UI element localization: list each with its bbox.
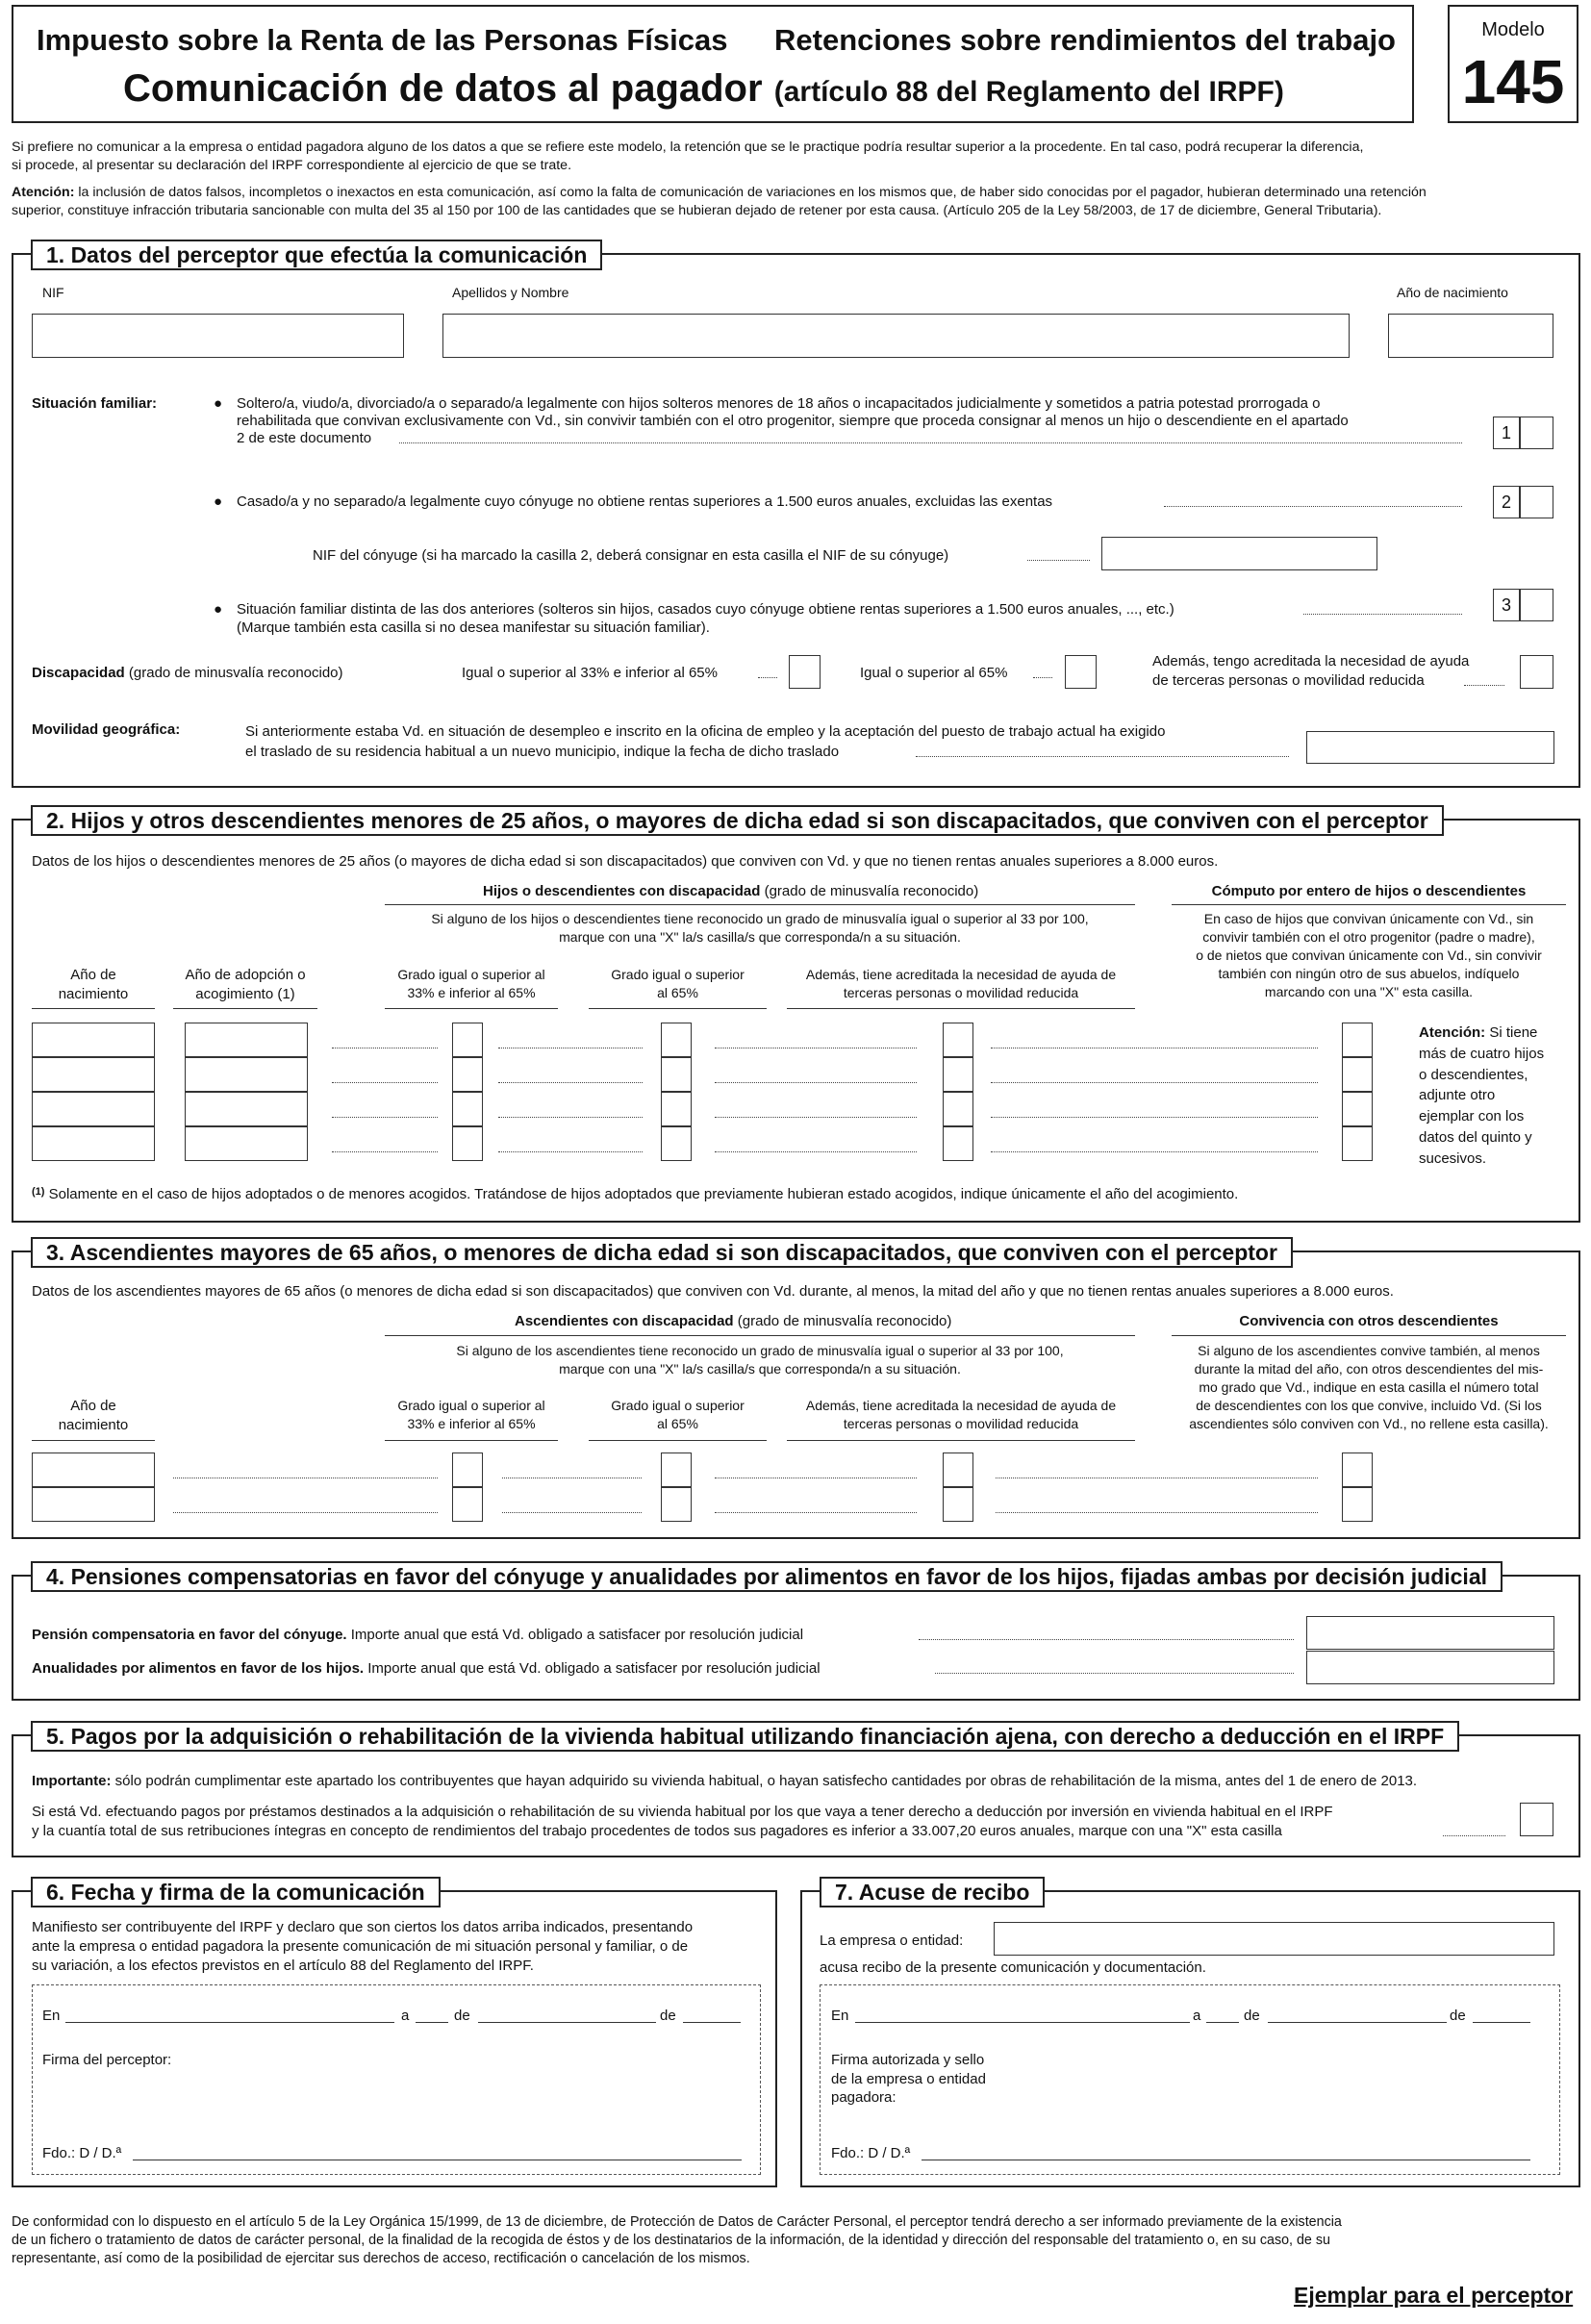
annuity-input[interactable] bbox=[1306, 1651, 1554, 1684]
s2-col-help-line2: terceras personas o movilidad reducida bbox=[843, 984, 1079, 1000]
s3-conv-line2: durante la mitad del año, con otros descendientes del mis- bbox=[1194, 1360, 1544, 1377]
housing-checkbox[interactable] bbox=[1520, 1803, 1553, 1836]
child-leader bbox=[715, 1151, 917, 1152]
mobility-date-input[interactable] bbox=[1306, 731, 1554, 764]
disability-label bbox=[32, 664, 343, 683]
form-title bbox=[123, 63, 1284, 114]
s3-col-help bbox=[787, 1397, 1135, 1433]
s7-company-input[interactable] bbox=[994, 1922, 1554, 1956]
s2-col-rule-g33 bbox=[385, 1008, 558, 1009]
s5-leader bbox=[1443, 1835, 1505, 1836]
s2-col-birth-line2: nacimiento bbox=[58, 986, 129, 1003]
birth-year-label: Año de nacimiento bbox=[1397, 285, 1508, 300]
s2-col-rule-birth bbox=[32, 1008, 155, 1009]
nif-label: NIF bbox=[42, 285, 64, 300]
s7-fdo-label: Fdo.: D / D.ª bbox=[831, 2145, 911, 2161]
ascendant-disability-33-checkbox[interactable] bbox=[452, 1487, 483, 1522]
child-leader bbox=[991, 1117, 1318, 1118]
s3-col-g33 bbox=[385, 1397, 558, 1433]
section-1-title: 1. Datos del perceptor que efectúa la comunicación bbox=[31, 240, 602, 270]
mobility-label: Movilidad geográfica: bbox=[32, 721, 181, 738]
s3-col-help-line1: Además, tiene acreditada la necesidad de ayuda de bbox=[805, 1398, 1117, 1413]
s2-computo-line2: convivir también con el otro progenitor (padre o madre), bbox=[1202, 928, 1535, 945]
child-disability-65-checkbox[interactable] bbox=[661, 1092, 692, 1126]
s3-col-birth-line2: nacimiento bbox=[58, 1417, 129, 1434]
model-number: 145 bbox=[1461, 47, 1565, 116]
ascendant-leader bbox=[996, 1512, 1318, 1513]
child-leader bbox=[715, 1117, 917, 1118]
s3-conv-line5: ascendientes sólo conviven con Vd., no rellene esta casilla). bbox=[1189, 1415, 1549, 1431]
s2-computo-desc bbox=[1172, 910, 1566, 1000]
s2-computo-title: Cómputo por entero de hijos o descendientes bbox=[1211, 883, 1527, 899]
s2-col-adopt-line1: Año de adopción o bbox=[185, 967, 306, 983]
child-disability-33-checkbox[interactable] bbox=[452, 1092, 483, 1126]
disability-label-bold: Discapacidad bbox=[32, 665, 125, 681]
s3-col-rule-g65 bbox=[589, 1440, 767, 1441]
s3-conv-line4: de descendientes con los que convive, incluido Vd. (Si los bbox=[1196, 1397, 1542, 1413]
intro-p2-line2: superior, constituye infracción tributaria sancionable con multa del 35 al 150 por 100 de las cantidades que se hubieran dejado de retener por esta causa. (Artículo 205 de la Ley 58/2003, de 17 de diciembre, General Tributaria). bbox=[12, 203, 1382, 218]
mobility-line2: el traslado de su residencia habitual a un nuevo municipio, indique la fecha de dicho traslado bbox=[245, 744, 840, 760]
annuity-label-text: Importe anual que está Vd. obligado a satisfacer por resolución judicial bbox=[367, 1660, 821, 1677]
s3-group-title-bold: Ascendientes con discapacidad bbox=[515, 1313, 734, 1329]
s2-col-rule-help bbox=[787, 1008, 1135, 1009]
s3-col-g33-line2: 33% e inferior al 65% bbox=[407, 1415, 536, 1431]
section-5-title: 5. Pagos por la adquisición o rehabilitación de la vivienda habitual utilizando financiación ajena, con derecho a deducción en el IRPF bbox=[31, 1721, 1459, 1752]
s3-group-title-note: (grado de minusvalía reconocido) bbox=[737, 1313, 952, 1329]
s7-de2-label: de bbox=[1450, 2008, 1466, 2024]
annuity-label-bold: Anualidades por alimentos en favor de los hijos. bbox=[32, 1660, 365, 1677]
dis-opt2-label: Igual o superior al 65% bbox=[860, 665, 1008, 681]
name-input[interactable] bbox=[442, 314, 1350, 358]
section-6-title: 6. Fecha y firma de la comunicación bbox=[31, 1877, 441, 1907]
mobility-leader bbox=[916, 756, 1289, 757]
child-help-checkbox[interactable] bbox=[943, 1126, 973, 1161]
opt2-number: 2 bbox=[1493, 486, 1520, 518]
s6-month-input[interactable] bbox=[478, 2022, 656, 2023]
child-adoption-year-input[interactable] bbox=[185, 1023, 308, 1057]
child-full-count-checkbox[interactable] bbox=[1342, 1092, 1373, 1126]
intro-p1-line2: si procede, al presentar su declaración del IRPF correspondiente al ejercicio de que se trate. bbox=[12, 158, 572, 173]
section-2-title: 2. Hijos y otros descendientes menores de 25 años, o mayores de dicha edad si son discapacitados, que conviven con el perceptor bbox=[31, 805, 1444, 836]
s7-sign-line1: Firma autorizada y sello bbox=[831, 2052, 985, 2068]
ascendant-birth-year-input[interactable] bbox=[32, 1487, 155, 1522]
s7-year-input[interactable] bbox=[1473, 2022, 1530, 2023]
child-help-checkbox[interactable] bbox=[943, 1092, 973, 1126]
ascendant-leader bbox=[502, 1512, 642, 1513]
s7-a-label: a bbox=[1193, 2008, 1201, 2024]
s2-atencion-l6: datos del quinto y bbox=[1419, 1128, 1532, 1146]
s6-fdo-label: Fdo.: D / D.ª bbox=[42, 2145, 122, 2161]
child-leader bbox=[498, 1151, 643, 1152]
s2-col-adopt bbox=[173, 966, 317, 1005]
s7-en-label: En bbox=[831, 2008, 849, 2024]
ascendant-cohabitation-count-input[interactable] bbox=[1342, 1452, 1373, 1487]
form-title-main: Comunicación de datos al pagador bbox=[123, 67, 763, 110]
opt1-leader bbox=[399, 442, 1462, 443]
s2-atencion bbox=[1419, 1023, 1544, 1169]
s6-line1: Manifiesto ser contribuyente del IRPF y declaro que son ciertos los datos arriba indicados, presentando bbox=[32, 1919, 694, 1935]
s2-col-help-line1: Además, tiene acreditada la necesidad de ayuda de bbox=[805, 967, 1117, 982]
s2-atencion-bold: Atención: bbox=[1419, 1024, 1486, 1041]
opt1-line2: rehabilitada que convivan exclusivamente con Vd., sin convivir también con el otro progenitor, siempre que proceda consignar al menos un hijo o descendiente en el apartado bbox=[237, 413, 1349, 429]
s2-footnote-text: Solamente en el caso de hijos adoptados o de menores acogidos. Tratándose de hijos adoptados que previamente hubieran estado acogidos, indique únicamente el año del acogimiento. bbox=[48, 1186, 1239, 1202]
child-leader bbox=[991, 1082, 1318, 1083]
ascendant-cohabitation-count-input[interactable] bbox=[1342, 1487, 1373, 1522]
s3-group-desc-line1: Si alguno de los ascendientes tiene reconocido un grado de minusvalía igual o superior al 33 por 100, bbox=[456, 1343, 1064, 1358]
s2-atencion-l5: ejemplar con los bbox=[1419, 1108, 1525, 1124]
header-tax-line: Impuesto sobre la Renta de las Personas Físicas bbox=[37, 23, 728, 57]
s6-sign-label: Firma del perceptor: bbox=[42, 2052, 172, 2068]
section-7-title: 7. Acuse de recibo bbox=[820, 1877, 1045, 1907]
header-retention-line: Retenciones sobre rendimientos del trabajo bbox=[774, 23, 1396, 57]
annuity-label bbox=[32, 1659, 821, 1679]
child-adoption-year-input[interactable] bbox=[185, 1092, 308, 1126]
s2-group-desc bbox=[385, 910, 1135, 947]
s3-conv-line1: Si alguno de los ascendientes convive también, al menos bbox=[1198, 1343, 1540, 1358]
footer-line1: De conformidad con lo dispuesto en el artículo 5 de la Ley Orgánica 15/1999, de 13 de diciembre, de Protección de Datos de Carácter Personal, el perceptor tendrá derecho a ser informado previamente de la existencia bbox=[12, 2214, 1342, 2230]
s3-col-g65 bbox=[589, 1397, 767, 1433]
intro-p2-line1 bbox=[12, 184, 1427, 201]
opt3-leader bbox=[1303, 614, 1462, 615]
child-leader bbox=[498, 1117, 643, 1118]
s6-a-label: a bbox=[401, 2008, 410, 2024]
opt1-line1: Soltero/a, viudo/a, divorciado/a o separado/a legalmente con hijos solteros menores de 18 años o incapacitados judicialmente y sometidos a patria potestad prorrogada o bbox=[237, 395, 1321, 412]
s7-de1-label: de bbox=[1244, 2008, 1260, 2024]
spouse-nif-leader bbox=[1027, 560, 1090, 561]
s6-place-input[interactable] bbox=[65, 2022, 394, 2023]
s2-col-rule-g65 bbox=[589, 1008, 767, 1009]
child-birth-year-input[interactable] bbox=[32, 1126, 155, 1161]
dis-opt3-leader bbox=[1464, 685, 1504, 686]
child-disability-33-checkbox[interactable] bbox=[452, 1023, 483, 1057]
child-disability-33-checkbox[interactable] bbox=[452, 1057, 483, 1092]
s2-group-rule bbox=[385, 904, 1135, 905]
opt3-number: 3 bbox=[1493, 589, 1520, 621]
dis-opt1-checkbox[interactable] bbox=[789, 655, 821, 689]
child-leader bbox=[498, 1082, 643, 1083]
birth-year-input[interactable] bbox=[1388, 314, 1553, 358]
footer-line2: de un fichero o tratamiento de datos de carácter personal, de la finalidad de la recogida de éstos y de los destinatarios de la información, de la identidad y dirección del responsable del tratamiento o, en su caso, de su bbox=[12, 2233, 1330, 2248]
child-birth-year-input[interactable] bbox=[32, 1023, 155, 1057]
s2-atencion-l1: Si tiene bbox=[1489, 1024, 1538, 1041]
s2-atencion-l7: sucesivos. bbox=[1419, 1149, 1487, 1167]
s3-col-rule-g33 bbox=[385, 1440, 558, 1441]
child-full-count-checkbox[interactable] bbox=[1342, 1023, 1373, 1057]
child-disability-65-checkbox[interactable] bbox=[661, 1057, 692, 1092]
attention-label: Atención: bbox=[12, 185, 75, 200]
s5-important bbox=[32, 1772, 1417, 1791]
s3-col-g33-line1: Grado igual o superior al bbox=[397, 1398, 545, 1413]
s2-computo-rule bbox=[1172, 904, 1566, 905]
s5-important-text: sólo podrán cumplimentar este apartado los contribuyentes que hayan adquirido su vivienda habitual, o hayan satisfecho cantidades por obras de rehabilitación de la misma, antes del 1 de enero de 2013. bbox=[114, 1773, 1418, 1789]
dis-opt3-line1: Además, tengo acreditada la necesidad de ayuda bbox=[1152, 653, 1470, 669]
child-disability-65-checkbox[interactable] bbox=[661, 1023, 692, 1057]
ascendant-help-checkbox[interactable] bbox=[943, 1487, 973, 1522]
ascendant-help-checkbox[interactable] bbox=[943, 1452, 973, 1487]
s3-group-title bbox=[515, 1312, 951, 1331]
pension-label-bold: Pensión compensatoria en favor del cónyuge. bbox=[32, 1627, 347, 1643]
s6-day-input[interactable] bbox=[416, 2022, 448, 2023]
s5-line1: Si está Vd. efectuando pagos por préstamos destinados a la adquisición o rehabilitación de su vivienda habitual por los que vaya a tener derecho a deducción por inversión en vivienda habitual en el IRPF bbox=[32, 1804, 1333, 1820]
spouse-nif-label: NIF del cónyuge (si ha marcado la casilla 2, deberá consignar en esta casilla el NIF de su cónyuge) bbox=[313, 547, 949, 564]
s2-col-birth-line1: Año de bbox=[70, 967, 116, 983]
opt1-checkbox[interactable] bbox=[1520, 417, 1553, 449]
child-adoption-year-input[interactable] bbox=[185, 1126, 308, 1161]
child-leader bbox=[332, 1117, 438, 1118]
opt1-bullet: ● bbox=[214, 395, 223, 412]
annuity-leader bbox=[935, 1673, 1294, 1674]
child-leader bbox=[991, 1151, 1318, 1152]
ascendant-leader bbox=[715, 1512, 917, 1513]
s3-conv-desc bbox=[1172, 1342, 1566, 1432]
nif-input[interactable] bbox=[32, 314, 404, 358]
s3-col-g65-line1: Grado igual o superior bbox=[611, 1398, 745, 1413]
s3-col-help-line2: terceras personas o movilidad reducida bbox=[843, 1415, 1079, 1431]
opt2-text: Casado/a y no separado/a legalmente cuyo cónyuge no obtiene rentas superiores a 1.500 euros anuales, excluidas las exentas bbox=[237, 493, 1053, 510]
spouse-nif-input[interactable] bbox=[1101, 537, 1377, 570]
s2-atencion-l4: adjunte otro bbox=[1419, 1087, 1496, 1104]
s7-day-input[interactable] bbox=[1206, 2022, 1239, 2023]
s3-group-rule bbox=[385, 1335, 1135, 1336]
s3-conv-title: Convivencia con otros descendientes bbox=[1239, 1313, 1499, 1329]
s3-col-birth bbox=[32, 1397, 155, 1436]
s2-col-g33-line2: 33% e inferior al 65% bbox=[407, 984, 536, 1000]
s5-line2: y la cuantía total de sus retribuciones íntegras en concepto de rendimientos del trabajo procedentes de todos sus pagadores es inferior a 33.007,20 euros anuales, marque con una "X" esta casilla bbox=[32, 1823, 1282, 1839]
s2-col-g65-line2: al 65% bbox=[657, 984, 698, 1000]
dis-opt2-checkbox[interactable] bbox=[1065, 655, 1097, 689]
s7-place-input[interactable] bbox=[855, 2022, 1190, 2023]
child-leader bbox=[332, 1151, 438, 1152]
s3-col-g65-line2: al 65% bbox=[657, 1415, 698, 1431]
name-label: Apellidos y Nombre bbox=[452, 285, 569, 300]
s2-col-g65-line1: Grado igual o superior bbox=[611, 967, 745, 982]
s2-footnote-mark: (1) bbox=[32, 1186, 45, 1198]
intro-p1-line1: Si prefiere no comunicar a la empresa o entidad pagadora alguno de los datos a que se refiere este modelo, la retención que se le practique podría resultar superior a la procedente. En tal caso, podrá recuperar la diferencia, bbox=[12, 139, 1364, 155]
section-4-title: 4. Pensiones compensatorias en favor del cónyuge y anualidades por alimentos en favor de los hijos, fijadas ambas por decisión judicial bbox=[31, 1561, 1503, 1592]
s2-computo-line1: En caso de hijos que convivan únicamente con Vd., sin bbox=[1203, 911, 1534, 926]
pension-input[interactable] bbox=[1306, 1616, 1554, 1650]
dis-opt2-leader bbox=[1033, 677, 1052, 678]
s2-col-g33 bbox=[385, 966, 558, 1002]
s2-group-desc-line2: marque con una "X" la/s casilla/s que corresponda/n a su situación. bbox=[559, 928, 961, 945]
s3-col-rule-help bbox=[787, 1440, 1135, 1441]
child-help-checkbox[interactable] bbox=[943, 1057, 973, 1092]
child-leader bbox=[715, 1082, 917, 1083]
s6-line2: ante la empresa o entidad pagadora la presente comunicación de mi situación personal y familiar, o de bbox=[32, 1938, 689, 1955]
s2-col-adopt-line2: acogimiento (1) bbox=[195, 986, 295, 1003]
form-title-sub: (artículo 88 del Reglamento del IRPF) bbox=[773, 76, 1284, 108]
ascendant-disability-65-checkbox[interactable] bbox=[661, 1452, 692, 1487]
opt3-bullet: ● bbox=[214, 601, 223, 618]
s2-group-desc-line1: Si alguno de los hijos o descendientes tiene reconocido un grado de minusvalía igual o superior al 33 por 100, bbox=[431, 911, 1089, 926]
opt2-leader bbox=[1164, 506, 1462, 507]
s2-atencion-l2: más de cuatro hijos bbox=[1419, 1045, 1545, 1062]
child-full-count-checkbox[interactable] bbox=[1342, 1057, 1373, 1092]
s3-group-desc-line2: marque con una "X" la/s casilla/s que corresponda/n a su situación. bbox=[559, 1360, 961, 1377]
pension-leader bbox=[919, 1639, 1294, 1640]
disability-label-note: (grado de minusvalía reconocido) bbox=[128, 665, 343, 681]
child-full-count-checkbox[interactable] bbox=[1342, 1126, 1373, 1161]
child-disability-33-checkbox[interactable] bbox=[452, 1126, 483, 1161]
s2-computo-line4: también con ningún otro de sus abuelos, indíquelo bbox=[1218, 965, 1520, 981]
copy-label: Ejemplar para el perceptor bbox=[1294, 2283, 1574, 2308]
ascendant-leader bbox=[173, 1512, 438, 1513]
child-birth-year-input[interactable] bbox=[32, 1057, 155, 1092]
s2-computo-line3: o de nietos que convivan únicamente con Vd., sin convivir bbox=[1196, 947, 1542, 963]
family-situation-label: Situación familiar: bbox=[32, 395, 158, 412]
s6-year-input[interactable] bbox=[683, 2022, 741, 2023]
s2-atencion-l3: o descendientes, bbox=[1419, 1066, 1528, 1083]
s2-col-rule-adopt bbox=[173, 1008, 317, 1009]
s7-sign-line3: pagadora: bbox=[831, 2089, 897, 2106]
s2-group-title-note: (grado de minusvalía reconocido) bbox=[764, 883, 979, 899]
s6-en-label: En bbox=[42, 2008, 61, 2024]
s7-month-input[interactable] bbox=[1268, 2022, 1447, 2023]
s2-col-g65 bbox=[589, 966, 767, 1002]
s6-line3: su variación, a los efectos previstos en el artículo 88 del Reglamento del IRPF. bbox=[32, 1958, 534, 1974]
s2-computo-line5: marcando con una "X" esta casilla. bbox=[1264, 983, 1474, 999]
child-help-checkbox[interactable] bbox=[943, 1023, 973, 1057]
s2-group-title-bold: Hijos o descendientes con discapacidad bbox=[483, 883, 761, 899]
dis-opt3-checkbox[interactable] bbox=[1520, 655, 1553, 689]
footer-line3: representante, así como de la posibilidad de ejercitar sus derechos de acceso, rectificación o cancelación de los mismos. bbox=[12, 2251, 750, 2266]
child-leader bbox=[332, 1082, 438, 1083]
dis-opt3-line2: de terceras personas o movilidad reducida bbox=[1152, 672, 1425, 689]
opt3-line1: Situación familiar distinta de las dos anteriores (solteros sin hijos, casados cuyo cónyuge obtiene rentas superiores a 1.500 euros anuales, ..., etc.) bbox=[237, 601, 1174, 618]
opt1-number: 1 bbox=[1493, 417, 1520, 449]
s2-col-g33-line1: Grado igual o superior al bbox=[397, 967, 545, 982]
s2-col-help bbox=[787, 966, 1135, 1002]
s3-group-desc bbox=[385, 1342, 1135, 1378]
child-birth-year-input[interactable] bbox=[32, 1092, 155, 1126]
s2-group-title bbox=[483, 882, 978, 901]
mobility-line1: Si anteriormente estaba Vd. en situación de desempleo e inscrito en la oficina de empleo y la aceptación del puesto de trabajo actual ha exigido bbox=[245, 723, 1166, 740]
s2-footnote bbox=[32, 1185, 1238, 1204]
s2-intro: Datos de los hijos o descendientes menores de 25 años (o mayores de dicha edad si son discapacitados) que conviven con Vd. y que no tienen rentas anuales superiores a 8.000 euros. bbox=[32, 853, 1219, 870]
s7-sign-label bbox=[831, 2051, 986, 2108]
s6-signature-area bbox=[32, 1984, 761, 2175]
section-2 bbox=[12, 808, 1580, 1223]
s3-conv-line3: mo grado que Vd., indique en esta casilla el número total bbox=[1199, 1378, 1539, 1395]
s7-ack-text: acusa recibo de la presente comunicación y documentación. bbox=[820, 1959, 1206, 1976]
dis-opt1-label: Igual o superior al 33% e inferior al 65% bbox=[462, 665, 718, 681]
s7-company-label: La empresa o entidad: bbox=[820, 1932, 964, 1949]
s6-de2-label: de bbox=[660, 2008, 676, 2024]
s3-intro: Datos de los ascendientes mayores de 65 años (o menores de dicha edad si son discapacitados) que conviven con Vd. durante, al menos, la mitad del año y que no tienen rentas anuales superiores a 8.000 euros. bbox=[32, 1283, 1394, 1300]
s2-col-birth bbox=[32, 966, 155, 1005]
section-3-title: 3. Ascendientes mayores de 65 años, o menores de dicha edad si son discapacitados, que conviven con el perceptor bbox=[31, 1237, 1293, 1268]
opt2-bullet: ● bbox=[214, 493, 223, 510]
ascendant-birth-year-input[interactable] bbox=[32, 1452, 155, 1487]
s5-important-bold: Importante: bbox=[32, 1773, 112, 1789]
s6-de1-label: de bbox=[454, 2008, 470, 2024]
attention-text: la inclusión de datos falsos, incompletos o inexactos en esta comunicación, así como la falta de comunicación de variaciones en los mismos que, de haber sido conocidas por el pagador, hubieran determinado una retención bbox=[78, 185, 1427, 200]
child-adoption-year-input[interactable] bbox=[185, 1057, 308, 1092]
pension-label-text: Importe anual que está Vd. obligado a satisfacer por resolución judicial bbox=[350, 1627, 804, 1643]
s3-col-rule-birth bbox=[32, 1440, 155, 1441]
opt3-line2: (Marque también esta casilla si no desea manifestar su situación familiar). bbox=[237, 619, 710, 636]
model-label: Modelo bbox=[1481, 19, 1545, 40]
opt1-line3: 2 de este documento bbox=[237, 430, 372, 446]
opt3-checkbox[interactable] bbox=[1520, 589, 1553, 621]
s3-conv-rule bbox=[1172, 1335, 1566, 1336]
pension-label bbox=[32, 1626, 803, 1645]
ascendant-disability-33-checkbox[interactable] bbox=[452, 1452, 483, 1487]
ascendant-disability-65-checkbox[interactable] bbox=[661, 1487, 692, 1522]
opt2-checkbox[interactable] bbox=[1520, 486, 1553, 518]
s7-sign-line2: de la empresa o entidad bbox=[831, 2070, 986, 2087]
dis-opt1-leader bbox=[758, 677, 777, 678]
child-disability-65-checkbox[interactable] bbox=[661, 1126, 692, 1161]
s3-col-birth-line1: Año de bbox=[70, 1398, 116, 1414]
